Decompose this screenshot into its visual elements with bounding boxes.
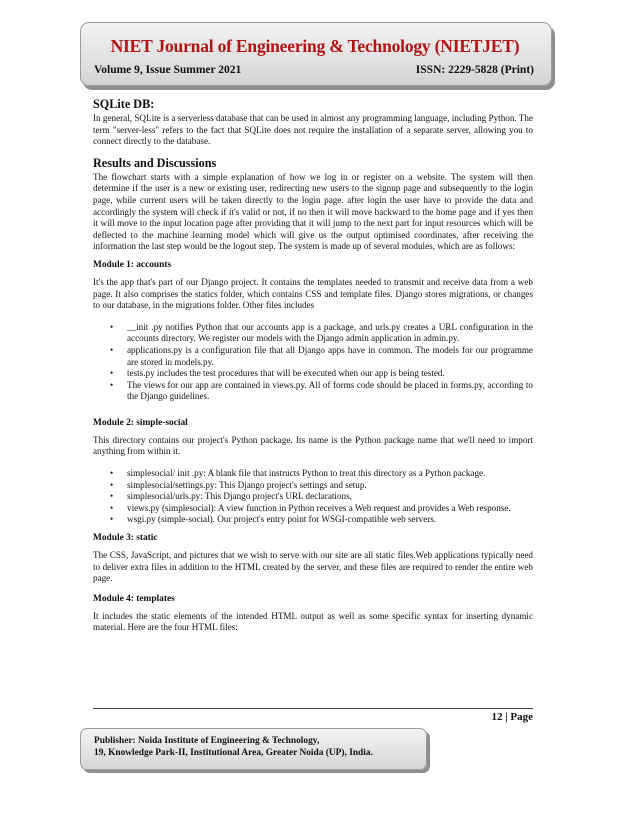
- module4-heading: Module 4: templates: [93, 593, 175, 604]
- publisher-line-2: 19, Knowledge Park-II, Institutional Area, Greater Noida (UP), India.: [94, 748, 373, 758]
- module3-paragraph: The CSS, JavaScript, and pictures that we wish to serve with our site are all static files.Web applications typically need to deliver extra files in addition to the HTML created by the server, and these files are required to render the entire web page.: [93, 550, 533, 584]
- publisher-info: [94, 735, 424, 759]
- module2-intro: This directory contains our project's Python package. Its name is the Python package name that we'll need to import anything from within it.: [93, 434, 533, 457]
- bullet-icon: •: [110, 502, 114, 513]
- issn-label: ISSN: 2229-5828 (Print): [415, 64, 534, 76]
- module2-heading: Module 2: simple-social: [93, 417, 188, 428]
- header-info: [94, 64, 534, 76]
- bullet-icon: •: [110, 491, 114, 502]
- bullet-icon: •: [110, 479, 114, 490]
- list-item: • The views for our app are contained in views.py. All of forms code should be placed in forms.py, according to the Django guidelines.: [110, 379, 533, 402]
- page-number: 12 | Page: [491, 711, 533, 723]
- module1-intro: It's the app that's part of our Django project. It contains the templates needed to transmit and receive data from a web page. It also comprises the statics folder, which contains CSS and template files. Django stores migrations, or changes to our database, in the migrations folder. Other files includes: [93, 276, 533, 311]
- bullet-icon: •: [110, 321, 114, 332]
- results-paragraph: The flowchart starts with a simple explanation of how we log in or register on a website. The system will then determine if the user is a new or existing user, redirecting new users to the signup page and subsequently to the login page, while current users will be taken directly to the login page. after login the user have to provide the data and accordingly the system will check if it's valid or not, if no then it will move backward to the home page and if yes then it will move to the input location page after providing that it will jump to the next part for input resources which will be deflected to the machine learning model which will give us the output optimised coordinates, after receiving the information the last step would be the logout step. The system is made up of several modules, which are as follows:: [93, 171, 533, 252]
- results-heading: Results and Discussions: [93, 155, 217, 170]
- list-item: • simplesocial/ init .py: A blank file that instructs Python to treat this directory as a Python package.: [110, 468, 486, 479]
- list-item: • __init .py notifies Python that our accounts app is a package, and urls.py creates a URL configuration in the accounts directory. We register our models with the Django admin application in admin.py.: [110, 321, 533, 344]
- list-item: • wsgi.py (simple-social). Our project's entry point for WSGI-compatible web servers.: [110, 514, 437, 525]
- volume-label: Volume 9, Issue Summer 2021: [94, 64, 242, 76]
- publisher-line-1: Publisher: Noida Institute of Engineering & Technology,: [94, 736, 320, 746]
- list-item: • applications.py is a configuration file that all Django apps have in common. The models for our programme are stored in models.py.: [110, 344, 533, 367]
- footer-divider: [93, 708, 533, 709]
- list-item: • tests.py includes the test procedures that will be executed when our app is being tested.: [110, 368, 445, 379]
- list-item: • simplesocial/urls.py: This Django project's URL declarations,: [110, 491, 352, 502]
- module2-list: [93, 468, 533, 526]
- article-body: [93, 97, 533, 634]
- journal-title: NIET Journal of Engineering & Technology (NIETJET): [110, 36, 520, 56]
- bullet-icon: •: [110, 379, 114, 390]
- sqlite-heading: SQLite DB:: [93, 97, 155, 111]
- module1-heading: Module 1: accounts: [93, 259, 172, 270]
- bullet-icon: •: [110, 468, 114, 479]
- bullet-icon: •: [110, 344, 114, 355]
- module4-paragraph: It includes the static elements of the intended HTML output as well as some specific syntax for inserting dynamic material. Here are the four HTML files:: [93, 610, 533, 633]
- sqlite-paragraph: In general, SQLite is a serverless database that can be used in almost any programming language, including Python. The term "server-less" refers to the fact that SQLite does not require the installation of a separate server, allowing you to connect directly to the database.: [93, 113, 533, 147]
- module3-heading: Module 3: static: [93, 533, 158, 544]
- list-item: • simplesocial/settings.py: This Django project's settings and setup.: [110, 479, 367, 490]
- list-item: • views.py (simplesocial): A view function in Python receives a Web request and provides a Web response.: [110, 502, 511, 513]
- bullet-icon: •: [110, 514, 114, 525]
- bullet-icon: •: [110, 368, 114, 379]
- module1-list: [93, 322, 533, 403]
